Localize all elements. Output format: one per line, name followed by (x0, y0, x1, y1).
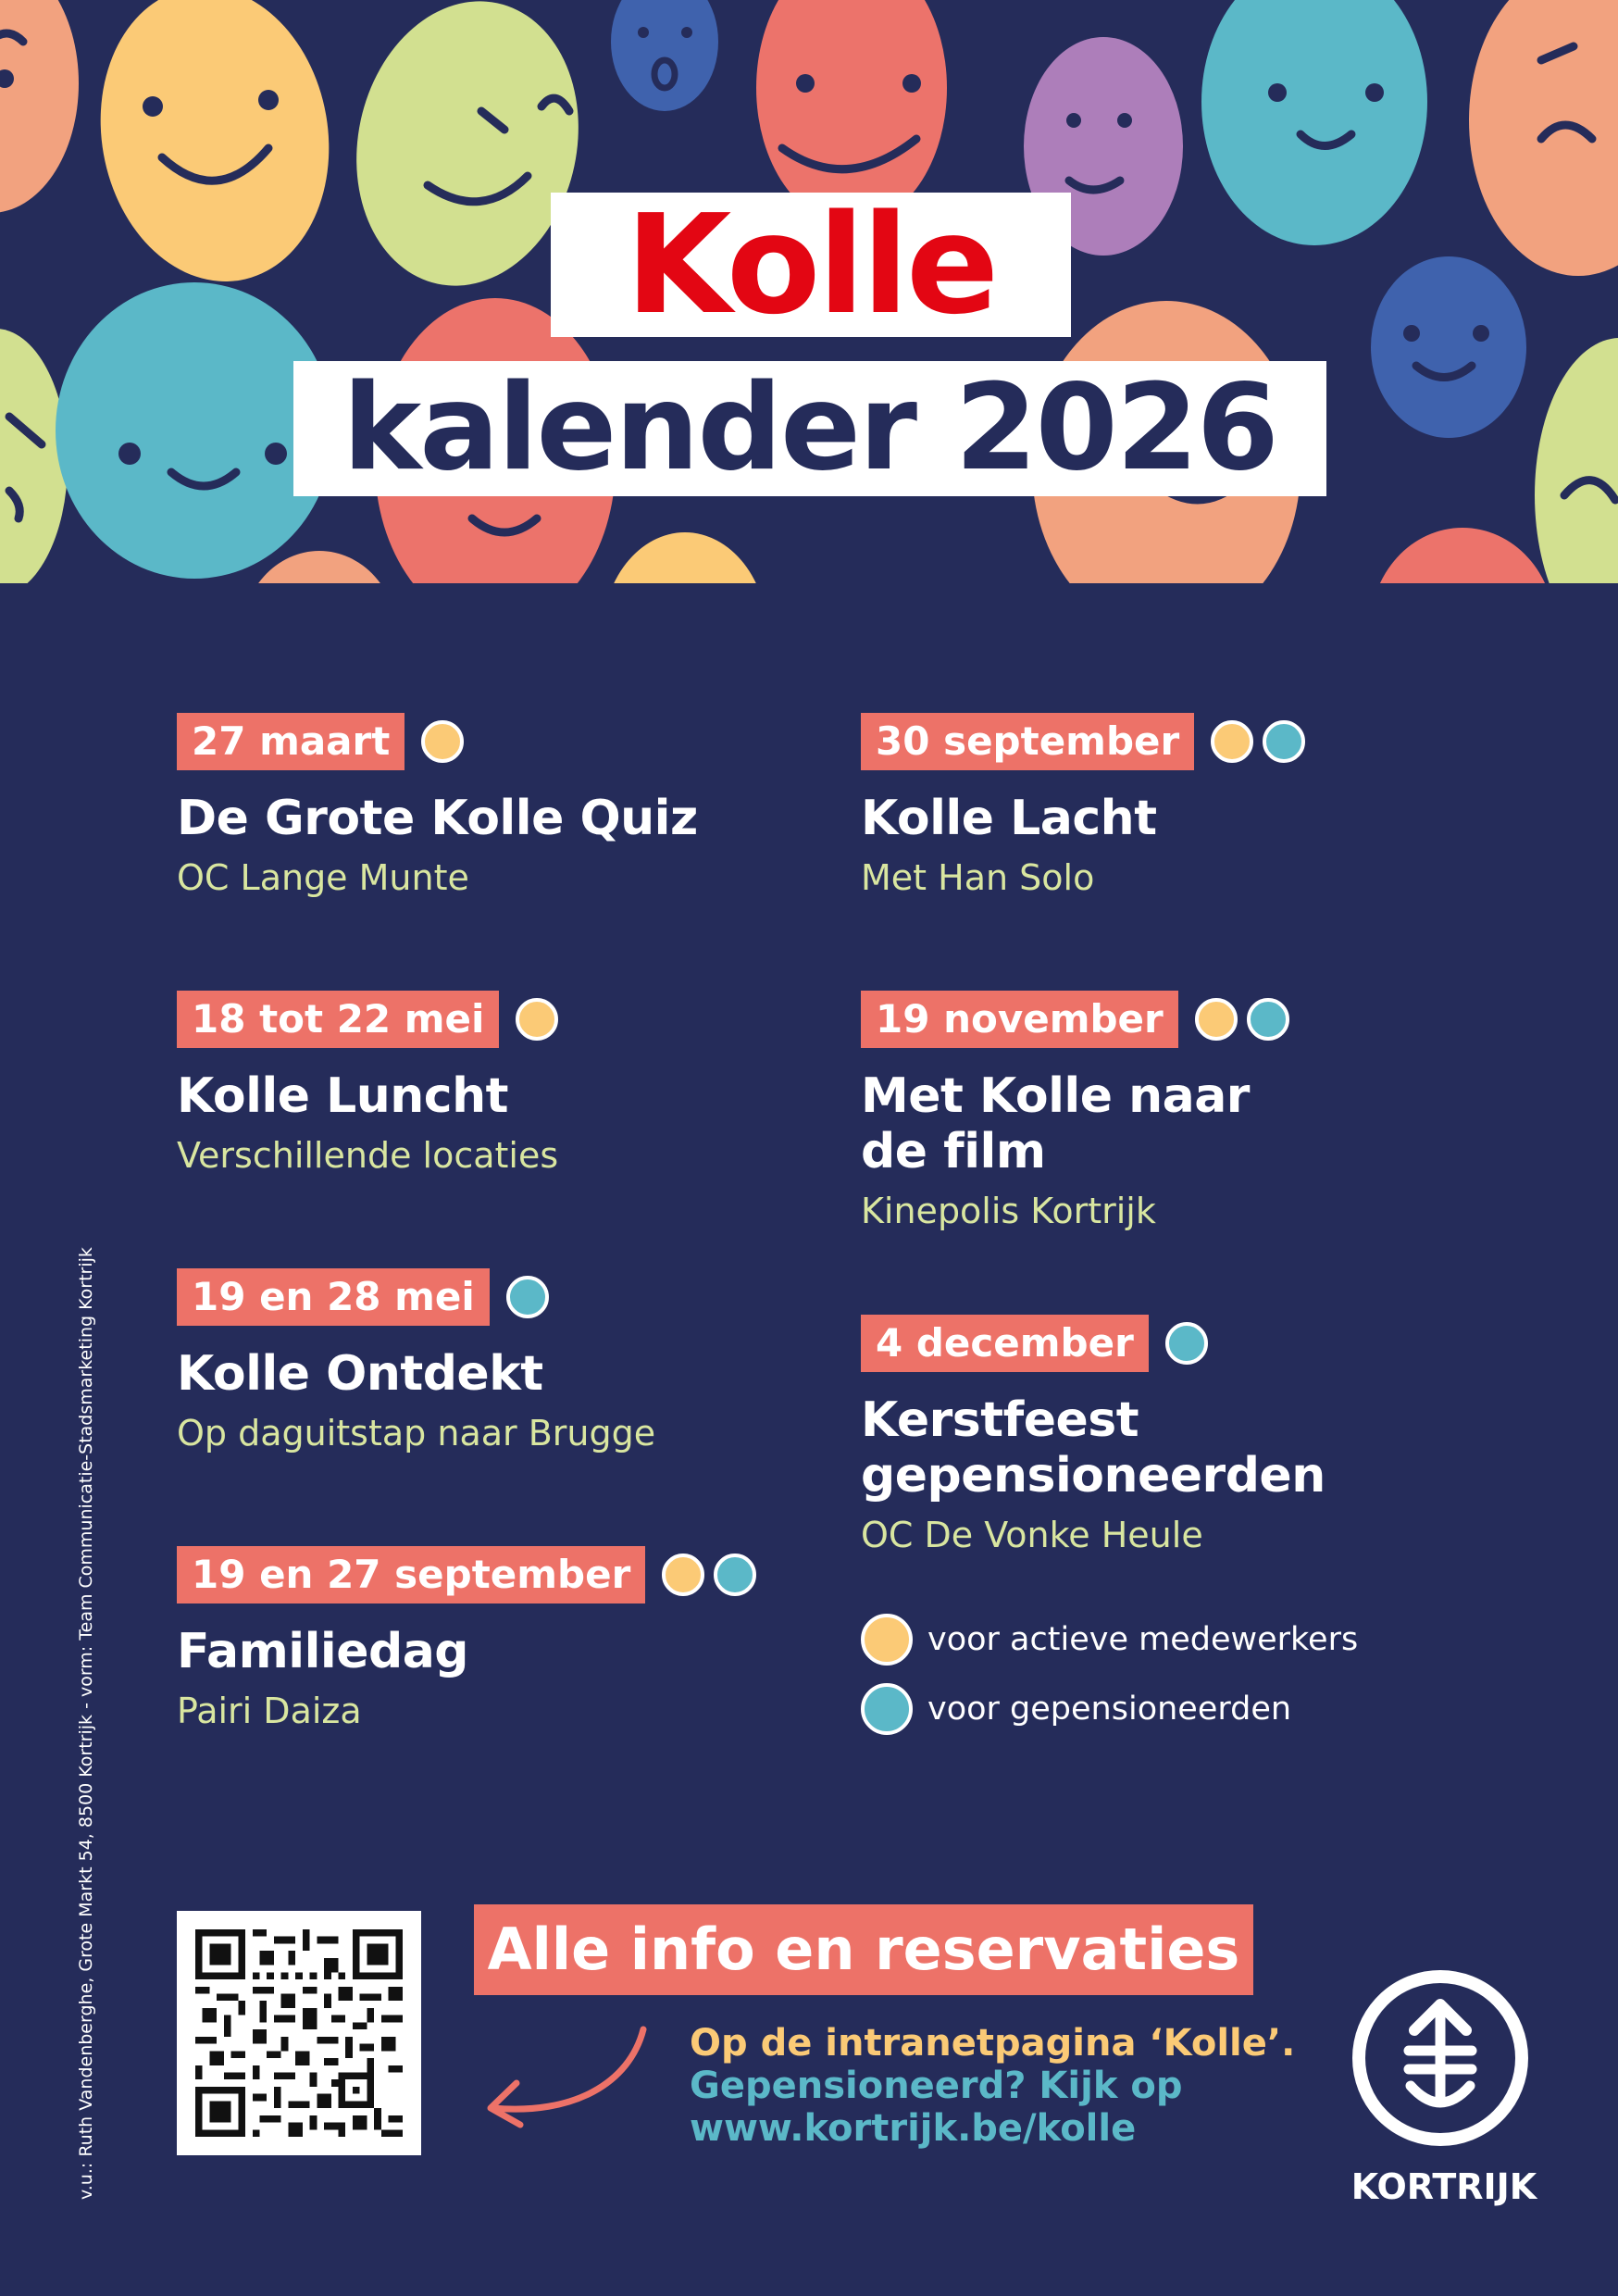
actief-dot-icon (1195, 998, 1238, 1041)
event-location: Verschillende locaties (177, 1135, 559, 1176)
event-title-line: gepensioneerden (861, 1448, 1326, 1504)
event-date: 19 en 27 september (177, 1546, 645, 1603)
kortrijk-logo-icon (1350, 1967, 1531, 2149)
event-location: Op daguitstap naar Brugge (177, 1413, 656, 1454)
gepensioneerd-dot-icon (506, 1276, 549, 1318)
retired-text: Gepensioneerd? Kijk op (690, 2065, 1183, 2107)
event-title-line: de film (861, 1124, 1046, 1179)
event-card (861, 1315, 1326, 1555)
actief-dot-icon (861, 1614, 913, 1666)
event-title-line: Met Kolle naar (861, 1068, 1250, 1124)
actief-dot-icon (662, 1554, 704, 1596)
actief-dot-icon (1211, 720, 1253, 763)
kolle-link[interactable]: www.kortrijk.be/kolle (690, 2107, 1137, 2150)
event-title-line: Kerstfeest (861, 1392, 1139, 1448)
event-card (861, 991, 1299, 1231)
gepensioneerd-dot-icon (1247, 998, 1289, 1041)
event-date: 30 september (861, 713, 1194, 770)
event-card (861, 713, 1314, 898)
gepensioneerd-dot-icon (1165, 1322, 1208, 1365)
event-card (177, 1546, 765, 1731)
qr-code[interactable] (177, 1911, 421, 2155)
kortrijk-logo-text: KORTRIJK (1350, 2166, 1537, 2207)
event-date: 19 en 28 mei (177, 1268, 490, 1326)
legend-label: voor gepensioneerden (927, 1691, 1292, 1728)
event-title (861, 1068, 1299, 1179)
title-kolle: Kolle (551, 193, 1071, 337)
qr-code-icon (195, 1929, 403, 2137)
event-card (177, 1268, 655, 1454)
event-card (177, 991, 567, 1176)
event-location: Pairi Daiza (177, 1691, 362, 1731)
info-heading: Alle info en reservaties (474, 1904, 1253, 1995)
event-location: OC De Vonke Heule (861, 1515, 1203, 1555)
actief-dot-icon (516, 998, 558, 1041)
legend-actief (861, 1614, 1358, 1666)
event-date: 27 maart (177, 713, 404, 770)
event-date: 19 november (861, 991, 1178, 1048)
event-title (861, 1392, 1326, 1504)
event-date: 18 tot 22 mei (177, 991, 499, 1048)
arrow-left-icon (472, 2018, 657, 2139)
event-title: De Grote Kolle Quiz (177, 791, 698, 846)
legend-label: voor actieve medewerkers (927, 1621, 1359, 1658)
event-location: OC Lange Munte (177, 857, 469, 898)
gepensioneerd-dot-icon (861, 1683, 913, 1735)
event-title: Familiedag (177, 1624, 469, 1679)
intranet-text: Op de intranetpagina ‘Kolle’. (690, 2022, 1296, 2065)
event-card (177, 713, 698, 898)
event-location: Met Han Solo (861, 857, 1095, 898)
event-title: Kolle Ontdekt (177, 1346, 543, 1402)
legend-gepensioneerd (861, 1683, 1291, 1735)
gepensioneerd-dot-icon (714, 1554, 756, 1596)
event-title: Kolle Luncht (177, 1068, 508, 1124)
publisher-text: v.u.: Ruth Vandenberghe, Grote Markt 54, 8500 Kortrijk - vorm: Team Communicatie-Stadsmarketing Kortrijk (76, 1247, 96, 2200)
event-date: 4 december (861, 1315, 1149, 1372)
gepensioneerd-dot-icon (1263, 720, 1305, 763)
event-title: Kolle Lacht (861, 791, 1157, 846)
actief-dot-icon (421, 720, 464, 763)
title-kalender: kalender 2026 (293, 361, 1326, 496)
event-location: Kinepolis Kortrijk (861, 1191, 1156, 1231)
